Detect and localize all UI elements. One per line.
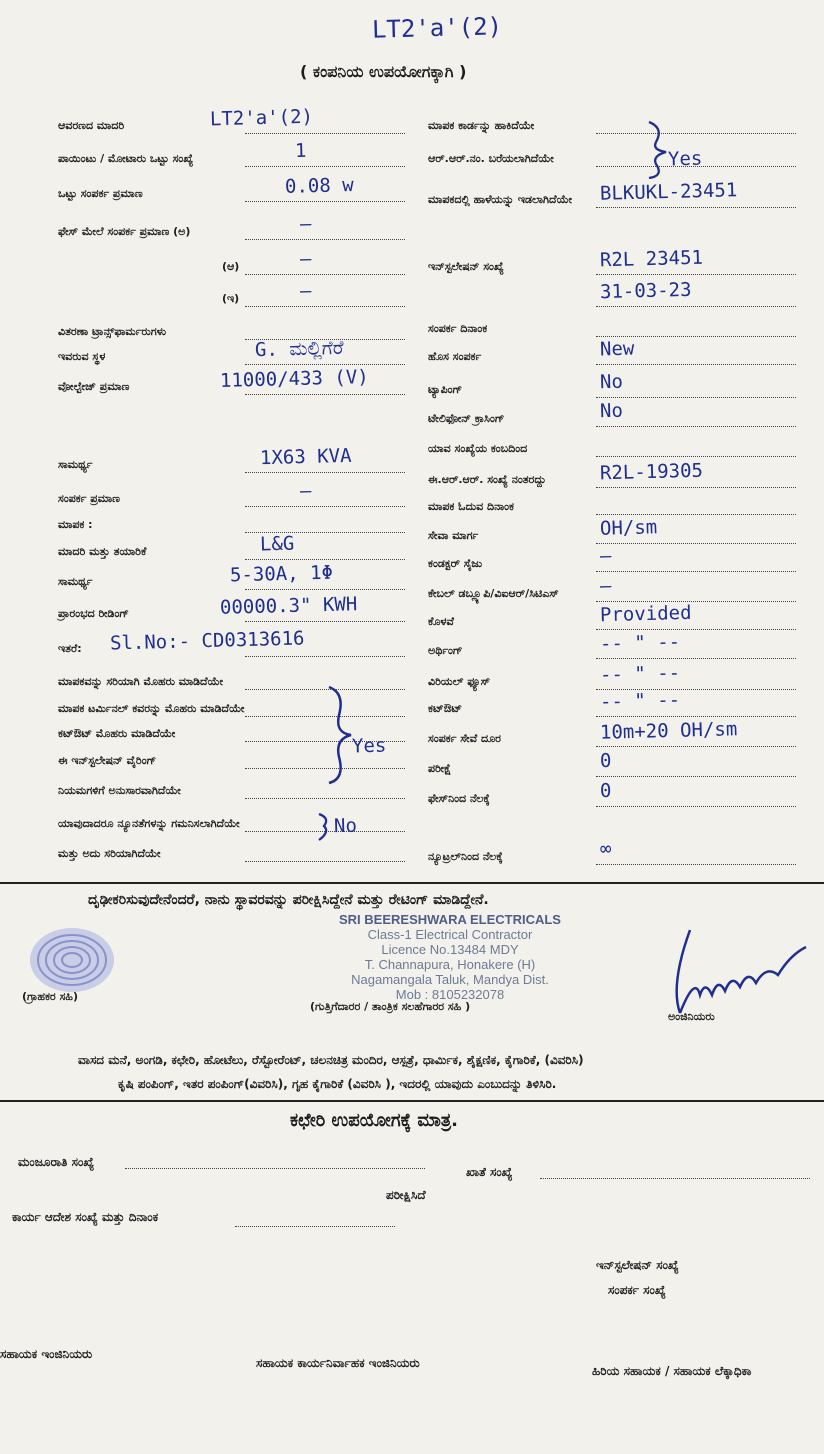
right-field-label: ಸಂಪರ್ಕ ದಿನಾಂಕ [428, 322, 488, 335]
thumbprint-image [28, 925, 116, 995]
right-field-value: -- " -- [599, 661, 681, 687]
right-field-value: No [599, 370, 624, 394]
right-field-fill-line[interactable] [596, 543, 796, 544]
contractor-signature-label: (ಗುತ್ತಿಗೆದಾರರ / ತಾಂತ್ರಿಕ ಸಲಹೆಗಾರರ ಸಹಿ ) [310, 1000, 471, 1013]
left-field-fill-line[interactable] [245, 798, 405, 799]
right-field-fill-line[interactable] [596, 397, 796, 398]
right-field-fill-line[interactable] [596, 658, 796, 659]
left-field-fill-line[interactable] [245, 201, 405, 202]
stamp-line: SRI BEERESHWARA ELECTRICALS [339, 912, 561, 927]
left-field-value: 1X63 KVA [259, 444, 352, 470]
right-field-fill-line[interactable] [596, 716, 796, 717]
right-field-value: 10m+20 OH/sm [599, 718, 738, 744]
handwritten-title: LT2'a'(2) [371, 12, 503, 44]
left-field-fill-line[interactable] [245, 394, 405, 395]
right-field-fill-line[interactable] [596, 776, 796, 777]
left-field-value: LT2'a'(2) [209, 105, 314, 131]
right-field-fill-line[interactable] [596, 601, 796, 602]
asst-engineer-label: ಸಹಾಯಕ ಇಂಜಿನಿಯರು [0, 1347, 93, 1361]
right-field-fill-line[interactable] [596, 514, 796, 515]
right-field-label: ಕಂಡಕ್ಟರ್ ಸೈಜು [428, 557, 483, 570]
right-field-label: ಅರ್ಥಿಂಗ್ [428, 644, 463, 657]
right-field-label: ಇನ್‌ಸ್ಟಲೇಷನ್ ಸಂಖ್ಯೆ [428, 260, 504, 273]
account-no-label: ಖಾತೆ ಸಂಖ್ಯೆ [466, 1165, 513, 1179]
right-field-value: — [599, 574, 612, 598]
sanction-no-line[interactable] [125, 1168, 425, 1169]
right-field-value: 31-03-23 [599, 278, 692, 304]
right-field-label: ಸೇವಾ ಮಾರ್ಗ [428, 529, 479, 542]
consumer-signature-label: (ಗ್ರಾಹಕರ ಸಹಿ) [22, 990, 78, 1003]
left-field-fill-line[interactable] [245, 861, 405, 862]
right-field-label: ವಿರಿಯಲ್ ಫ್ಯೂಸ್ [428, 675, 490, 688]
right-field-fill-line[interactable] [596, 274, 796, 275]
left-field-value: L&G [259, 532, 295, 556]
stamp-line: Licence No.13484 MDY [381, 942, 519, 957]
right-field-fill-line[interactable] [596, 746, 796, 747]
left-field-value: — [299, 247, 312, 271]
right-field-fill-line[interactable] [596, 306, 796, 307]
left-brace-yes: Yes [351, 734, 387, 758]
right-field-fill-line[interactable] [596, 571, 796, 572]
left-field-label: ಒಟ್ಟು ಸಂಪರ್ಕ ಪ್ರಮಾಣ [58, 187, 143, 200]
right-field-fill-line[interactable] [596, 364, 796, 365]
left-field-fill-line[interactable] [245, 133, 405, 134]
divider-bottom [0, 1100, 824, 1102]
handwritten-signature [660, 925, 810, 1020]
right-field-value: 0 [599, 779, 612, 803]
right-field-value: — [599, 544, 612, 568]
left-field-value: — [299, 279, 312, 303]
left-field-label: ಮತ್ತು ಅದು ಸರಿಯಾಗಿದೆಯೇ [58, 847, 161, 860]
stamp-line: Class-1 Electrical Contractor [367, 927, 533, 942]
left-field-value: Sl.No:- CD0313616 [109, 627, 305, 655]
left-field-label: ಇವರುವ ಸ್ಥಳ [58, 350, 106, 363]
divider-top [0, 882, 824, 884]
company-use-heading: ( ಕಂಪನಿಯ ಉಪಯೋಗಕ್ಕಾಗಿ ) [300, 62, 467, 81]
right-field-fill-line[interactable] [596, 207, 796, 208]
right-field-label: ನ್ಯೂಟ್ರಲ್‌ನಿಂದ ನೆಲಕ್ಕೆ [428, 850, 503, 863]
left-field-label: ವೋಲ್ಟೇಜ್ ಪ್ರಮಾಣ [58, 380, 130, 393]
left-field-fill-line[interactable] [245, 506, 405, 507]
left-field-value: — [299, 212, 312, 236]
right-field-label: ಟ್ಯಾಪಿಂಗ್ [428, 383, 463, 396]
right-field-label: ಹೊಸ ಸಂಪರ್ಕ [428, 350, 482, 363]
senior-asst-label: ಹಿರಿಯ ಸಹಾಯಕ / ಸಹಾಯಕ ಲೆಕ್ಕಾಧಿಕಾ [592, 1364, 752, 1378]
right-field-value: R2L-19305 [599, 459, 704, 485]
left-field-label: (ಇ) [222, 292, 240, 305]
left-field-value: 1 [294, 139, 307, 163]
right-field-value: ∞ [599, 837, 612, 861]
right-field-label: ಪರೀಕ್ಷೆ [428, 762, 452, 775]
left-field-label: ಸಂಪರ್ಕ ಪ್ರಮಾಣ [58, 492, 120, 505]
left-field-label: ಯಾವುದಾದರೂ ನ್ಯೂನತೆಗಳನ್ನು ಗಮನಿಸಲಾಗಿದೆಯೇ [58, 817, 240, 830]
right-field-value: OH/sm [599, 516, 658, 540]
left-field-fill-line[interactable] [245, 656, 405, 657]
right-field-label: ಮಾಪಕ ಓದುವ ದಿನಾಂಕ [428, 500, 514, 513]
right-field-label: ಟೇಲಿಫೋನ್ ಕ್ರಾಸಿಂಗ್ [428, 412, 505, 425]
left-field-label: ಮಾದರಿ ಮತ್ತು ತಯಾರಿಕೆ [58, 545, 147, 558]
right-field-label: ಯಾವ ಸಂಖ್ಯೆಯ ಕಂಬದಿಂದ [428, 442, 528, 455]
right-field-value: -- " -- [599, 688, 681, 714]
left-brace-no: No [333, 814, 358, 838]
stamp-line: Mob : 8105232078 [395, 987, 505, 1002]
left-field-fill-line[interactable] [245, 589, 405, 590]
right-field-value: No [599, 399, 624, 423]
left-field-fill-line[interactable] [245, 621, 405, 622]
right-field-fill-line[interactable] [596, 629, 796, 630]
work-order-line[interactable] [235, 1226, 395, 1227]
left-field-fill-line[interactable] [245, 559, 405, 560]
left-field-value: 5-30A, 1Φ [229, 561, 334, 587]
left-field-value: 0.08 w [284, 174, 354, 198]
right-field-label: ಕೇಬಲ್ ಡಬ್ಲ್ಯೂಪಿ/ವಿಐಆರ್/ಸಿಟಿಎಸ್ [428, 587, 559, 600]
right-field-fill-line[interactable] [596, 806, 796, 807]
right-brace [646, 120, 668, 180]
asst-exec-engineer-label: ಸಹಾಯಕ ಕಾರ್ಯನಿರ್ವಾಹಕ ಇಂಜಿನಿಯರು [256, 1356, 420, 1370]
right-field-fill-line[interactable] [596, 456, 796, 457]
right-field-label: ಮಾಪಕದಲ್ಲಿ ಹಾಳೆಯನ್ನು ಇಡಲಾಗಿದೆಯೇ [428, 193, 572, 206]
left-field-label: ಪಾಯಿಂಟು / ಮೋಟಾರು ಒಟ್ಟು ಸಂಖ್ಯೆ [58, 152, 194, 165]
right-field-fill-line[interactable] [596, 864, 796, 865]
left-field-label: ಕಟ್‌ಔಟ್ ಮೊಹರು ಮಾಡಿದೆಯೇ [58, 727, 176, 740]
left-brace [325, 685, 355, 785]
account-no-line[interactable] [540, 1178, 810, 1179]
left-field-label: ಸಾಮರ್ಥ್ಯ [58, 575, 93, 588]
right-field-fill-line[interactable] [596, 133, 796, 134]
left-field-value: G. ಮಲ್ಲಿಗೆರೆ [254, 336, 344, 362]
contractor-stamp [305, 912, 595, 1002]
right-field-value: R2L 23451 [599, 246, 704, 272]
stamp-line: Nagamangala Taluk, Mandya Dist. [351, 972, 549, 987]
right-field-fill-line[interactable] [596, 426, 796, 427]
left-field-label: ಫೇಸ್ ಮೇಲೆ ಸಂಪರ್ಕ ಪ್ರಮಾಣ (ಅ) [58, 225, 191, 238]
sanction-no-label: ಮಂಜೂರಾತಿ ಸಂಖ್ಯೆ [18, 1155, 95, 1169]
right-field-label: ಈ.ಆರ್.ಆರ್. ಸಂಖ್ಯೆ ನಂತರದ್ದು [428, 473, 546, 486]
right-field-fill-line[interactable] [596, 487, 796, 488]
left-field-fill-line[interactable] [245, 166, 405, 167]
left-field-label: ಈ ಇನ್‌ಸ್ಟಲೇಷನ್ ವೈರಿಂಗ್ [58, 754, 157, 767]
left-field-value: 00000.3" KWH [219, 593, 358, 619]
left-field-fill-line[interactable] [245, 364, 405, 365]
left-field-label: ವಿತರಣಾ ಟ್ರಾನ್ಸ್‌ಫಾರ್ಮರುಗಳು [58, 325, 167, 338]
declaration: ದೃಢೀಕರಿಸುವುದೇನೆಂದರೆ, ನಾನು ಸ್ಥಾವರವನ್ನು ಪರೀಕ್ಷಿಸಿದ್ದೇನೆ ಮತ್ತು ರೇಟಿಂಗ್ ಮಾಡಿದ್ದೇನೆ. [88, 892, 489, 908]
left-field-fill-line[interactable] [245, 239, 405, 240]
right-field-label: ಸಂಪರ್ಕ ಸೇವೆ ದೂರ [428, 732, 501, 745]
purpose-line-2: ಕೃಷಿ ಪಂಪಿಂಗ್, ಇತರ ಪಂಪಿಂಗ್(ವಿವರಿಸಿ), ಗೃಹ ಕೈಗಾರಿಕೆ (ವಿವರಿಸಿ ), ಇದರಲ್ಲಿ ಯಾವುದು ಎಂಬುದನ್ನು ತಿಳಿಸಿರಿ. [118, 1077, 557, 1091]
work-order-label: ಕಾರ್ಯ ಆದೇಶ ಸಂಖ್ಯೆ ಮತ್ತು ದಿನಾಂಕ [12, 1210, 159, 1224]
left-field-label: (ಆ) [222, 260, 240, 273]
officer-label: ಅಂಜಿನಿಯರು [668, 1010, 715, 1023]
connection-no-label: ಸಂಪರ್ಕ ಸಂಖ್ಯೆ [608, 1283, 666, 1297]
left-field-label: ನಿಯಮಗಳಿಗೆ ಅನುಸಾರವಾಗಿದೆಯೇ [58, 784, 181, 797]
left-field-label: ಆವರಣದ ಮಾದರಿ [58, 119, 125, 132]
left-brace-small [316, 812, 334, 842]
stamp-line: T. Channapura, Honakere (H) [364, 957, 536, 972]
right-field-label: ಫೇಸ್‌ನಿಂದ ನೆಲಕ್ಕೆ [428, 792, 490, 805]
right-field-label: ಕಟ್‌ಔಟ್ [428, 702, 462, 715]
left-field-fill-line[interactable] [245, 306, 405, 307]
left-field-value: 11000/433 (V) [219, 366, 369, 392]
right-field-value: BLKUKL-23451 [599, 179, 738, 205]
purpose-line-1: ವಾಸದ ಮನೆ, ಅಂಗಡಿ, ಕಛೇರಿ, ಹೋಟೆಲು, ರೆಸ್ಟೋರೆಂಟ್, ಚಲನಚಿತ್ರ ಮಂದಿರ, ಆಸ್ಪತ್ರೆ, ಧಾರ್ಮಿಕ, ಶೈಕ್ಷಣಿಕ, ಕೈಗಾರಿಕೆ, (ವಿವರಿಸಿ) [78, 1053, 584, 1067]
left-field-fill-line[interactable] [245, 274, 405, 275]
office-use-heading: ಕಛೇರಿ ಉಪಯೋಗಕ್ಕೆ ಮಾತ್ರ. [290, 1110, 458, 1131]
left-field-label: ಸಾಮರ್ಥ್ಯ [58, 458, 93, 471]
right-brace-yes: Yes [667, 147, 703, 171]
installation-no-label: ಇನ್‌ಸ್ಟಲೇಷನ್ ಸಂಖ್ಯೆ [596, 1258, 679, 1272]
left-field-fill-line[interactable] [245, 472, 405, 473]
left-field-label: ಮಾಪಕವನ್ನು ಸರಿಯಾಗಿ ಮೊಹರು ಮಾಡಿದೆಯೇ [58, 675, 223, 688]
left-field-label: ಮಾಪಕ ಟರ್ಮಿನಲ್ ಕವರನ್ನು ಮೊಹರು ಮಾಡಿದೆಯೇ [58, 702, 245, 715]
right-field-value: Provided [599, 601, 692, 627]
left-field-label: ಮಾಪಕ : [58, 518, 93, 531]
right-field-value: New [599, 337, 635, 361]
right-field-label: ಮಾಪಕ ಕಾರ್ಡನ್ನು ಹಾಕಿದೆಯೇ [428, 119, 535, 132]
right-field-label: ಕೊಳವೆ [428, 615, 454, 628]
left-field-label: ಪ್ರಾರಂಭದ ರೀಡಿಂಗ್ [58, 607, 129, 620]
right-field-label: ಆರ್.ಆರ್.ನಂ. ಬರೆಯಲಾಗಿದೆಯೇ [428, 152, 554, 165]
right-field-value: -- " -- [599, 630, 681, 656]
checked-label: ಪರೀಕ್ಷಿಸಿದೆ [386, 1188, 426, 1202]
right-field-value: 0 [599, 749, 612, 773]
left-field-value: — [299, 479, 312, 503]
left-field-label: ಇತರೆ: [58, 642, 82, 655]
